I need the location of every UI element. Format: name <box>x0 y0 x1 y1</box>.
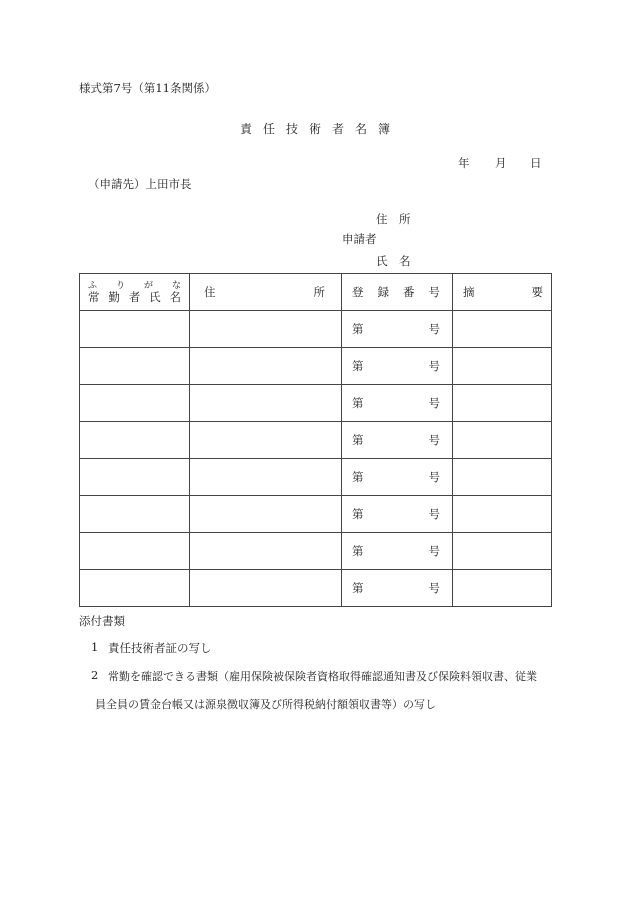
table-row <box>80 570 552 607</box>
registration-cell[interactable]: 第 号 <box>342 459 453 496</box>
table-row <box>80 422 552 459</box>
address-cell[interactable] <box>190 496 342 533</box>
remarks-cell[interactable] <box>453 533 552 570</box>
table-row <box>80 348 552 385</box>
registration-cell[interactable]: 第 号 <box>342 570 453 607</box>
header-remarks: 摘 要 <box>453 274 552 311</box>
name-cell[interactable] <box>80 422 190 459</box>
table-row <box>80 496 552 533</box>
address-cell[interactable] <box>190 570 342 607</box>
table-row <box>80 385 552 422</box>
technician-table <box>79 273 552 607</box>
registration-cell[interactable]: 第 号 <box>342 496 453 533</box>
applicant-name-label: 氏 名 <box>376 254 411 268</box>
registration-cell[interactable]: 第 号 <box>342 348 453 385</box>
table-header-row <box>80 274 552 311</box>
remarks-cell[interactable] <box>453 311 552 348</box>
table-row <box>80 533 552 570</box>
header-registration: 登 録 番 号 <box>342 274 453 311</box>
attachment-1-text: 責任技術者証の写し <box>108 641 212 655</box>
remarks-cell[interactable] <box>453 459 552 496</box>
date-month: 月 <box>495 156 507 170</box>
table-row <box>80 459 552 496</box>
registration-cell[interactable]: 第 号 <box>342 385 453 422</box>
address-cell[interactable] <box>190 459 342 496</box>
date-year: 年 <box>458 156 470 170</box>
attachment-2-number: 2 <box>91 668 99 682</box>
attachment-2-text: 常勤を確認できる書類（雇用保険被保険者資格取得確認通知書及び保険料領収書、従業 <box>108 670 537 683</box>
address-cell[interactable] <box>190 348 342 385</box>
remarks-cell[interactable] <box>453 570 552 607</box>
page-title: 責任技術者名簿 <box>240 122 402 136</box>
address-cell[interactable] <box>190 533 342 570</box>
furigana-label: ふ り が な <box>88 280 181 291</box>
address-cell[interactable] <box>190 311 342 348</box>
name-cell[interactable] <box>80 459 190 496</box>
attachment-1-number: 1 <box>91 640 99 654</box>
name-cell[interactable] <box>80 496 190 533</box>
attachments-heading: 添付書類 <box>79 614 125 628</box>
remarks-cell[interactable] <box>453 496 552 533</box>
name-cell[interactable] <box>80 570 190 607</box>
registration-cell[interactable]: 第 号 <box>342 311 453 348</box>
header-name <box>80 274 190 311</box>
attachment-2-continuation: 員全員の賃金台帳又は源泉徴収簿及び所得税納付額領収書等）の写し <box>95 698 436 711</box>
form-number: 様式第7号（第11条関係） <box>79 81 216 95</box>
remarks-cell[interactable] <box>453 385 552 422</box>
fulltime-name-label: 常 勤 者 氏 名 <box>88 289 181 304</box>
remarks-cell[interactable] <box>453 348 552 385</box>
header-address: 住 所 <box>190 274 342 311</box>
name-cell[interactable] <box>80 348 190 385</box>
name-cell[interactable] <box>80 311 190 348</box>
applicant-label: 申請者 <box>342 232 377 246</box>
applicant-address-label: 住 所 <box>376 212 411 226</box>
table-row <box>80 311 552 348</box>
registration-cell[interactable]: 第 号 <box>342 422 453 459</box>
name-cell[interactable] <box>80 385 190 422</box>
name-cell[interactable] <box>80 533 190 570</box>
addressee: （申請先）上田市長 <box>88 177 192 191</box>
address-cell[interactable] <box>190 385 342 422</box>
date-day: 日 <box>530 156 542 170</box>
address-cell[interactable] <box>190 422 342 459</box>
registration-cell[interactable]: 第 号 <box>342 533 453 570</box>
remarks-cell[interactable] <box>453 422 552 459</box>
